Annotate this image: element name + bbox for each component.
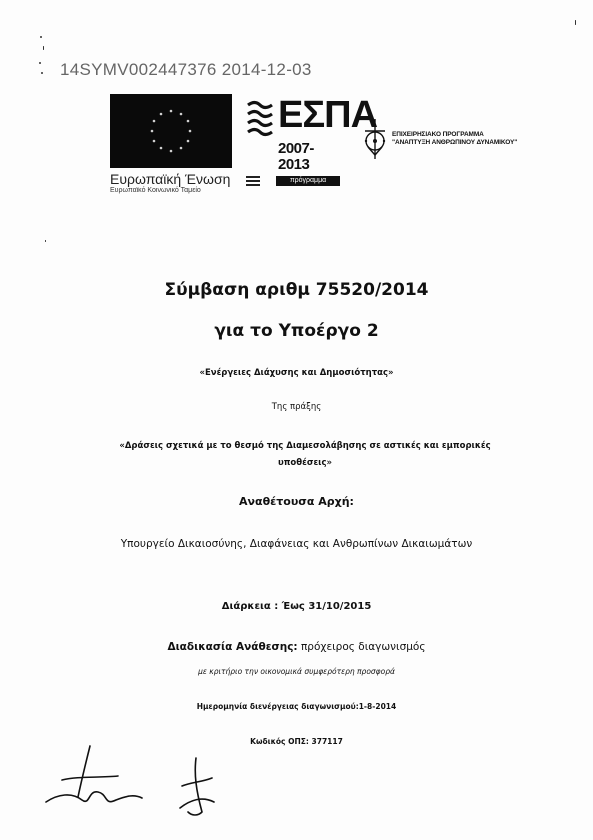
authority-name: Υπουργείο Δικαιοσύνης, Διαφάνειας και Ανθρωπίνων Δικαιωμάτων — [120, 538, 473, 550]
praxis-label: Της πράξης — [271, 402, 322, 412]
authority-label: Αναθέτουσα Αρχή: — [239, 495, 354, 508]
scan-speck — [41, 72, 43, 74]
espa-logo — [245, 94, 378, 184]
tender-date: Ημερομηνία διενέργειας διαγωνισμού:1-8-2014 — [196, 702, 397, 711]
eu-flag-icon — [110, 94, 232, 168]
document-id: 14SYMV002447376 2014-12-03 — [60, 60, 312, 79]
contract-duration: Διάρκεια : Έως 31/10/2015 — [221, 601, 372, 612]
scan-speck — [45, 240, 46, 242]
program-text — [392, 131, 517, 147]
contract-title: Σύμβαση αριθμ 75520/2014 — [164, 280, 429, 300]
scan-speck — [43, 46, 44, 50]
procedure-label: Διαδικασία Ανάθεσης: — [167, 641, 298, 653]
espa-years: 2007-2013 — [278, 140, 314, 173]
eu-subcaption: Ευρωπαϊκό Κοινωνικό Ταμείο — [110, 187, 201, 194]
program-line-2: "ΑΝΑΠΤΥΞΗ ΑΝΘΡΩΠΙΝΟΥ ΔΥΝΑΜΙΚΟΥ" — [392, 139, 518, 146]
espa-name: ΕΣΠΑ — [278, 94, 378, 136]
espa-bar: πρόγραμμα — [276, 176, 340, 186]
praxis-name: «Δράσεις σχετικά με το θεσμό της Διαμεσολάβησης σε αστικές και εμπορικές υποθέσεις» — [119, 441, 491, 468]
espa-waves-icon — [245, 95, 275, 143]
scan-speck — [575, 20, 576, 25]
subproject-name: «Ενέργειες Διάχυσης και Δημοσιότητας» — [199, 368, 394, 378]
program-logo — [362, 113, 522, 165]
scan-speck — [39, 62, 41, 64]
contract-subtitle: για το Υποέργο 2 — [214, 321, 379, 341]
greek-flag-icon — [246, 176, 260, 186]
signature-1 — [38, 742, 148, 812]
program-line-1: ΕΠΙΧΕΙΡΗΣΙΑΚΟ ΠΡΟΓΡΑΜΜΑ — [392, 131, 484, 138]
ops-code: Κωδικός ΟΠΣ: 377117 — [250, 737, 343, 746]
scan-speck — [40, 36, 42, 38]
program-emblem-icon — [362, 117, 388, 161]
signature-2 — [172, 756, 222, 820]
award-procedure — [0, 641, 593, 653]
eu-caption: Ευρωπαϊκή Ένωση — [110, 171, 231, 187]
procedure-value: πρόχειρος διαγωνισμός — [297, 641, 426, 653]
eu-logo — [110, 94, 234, 202]
award-criterion: με κριτήριο την οικονομικά συμφερότερη προσφορά — [198, 667, 395, 676]
